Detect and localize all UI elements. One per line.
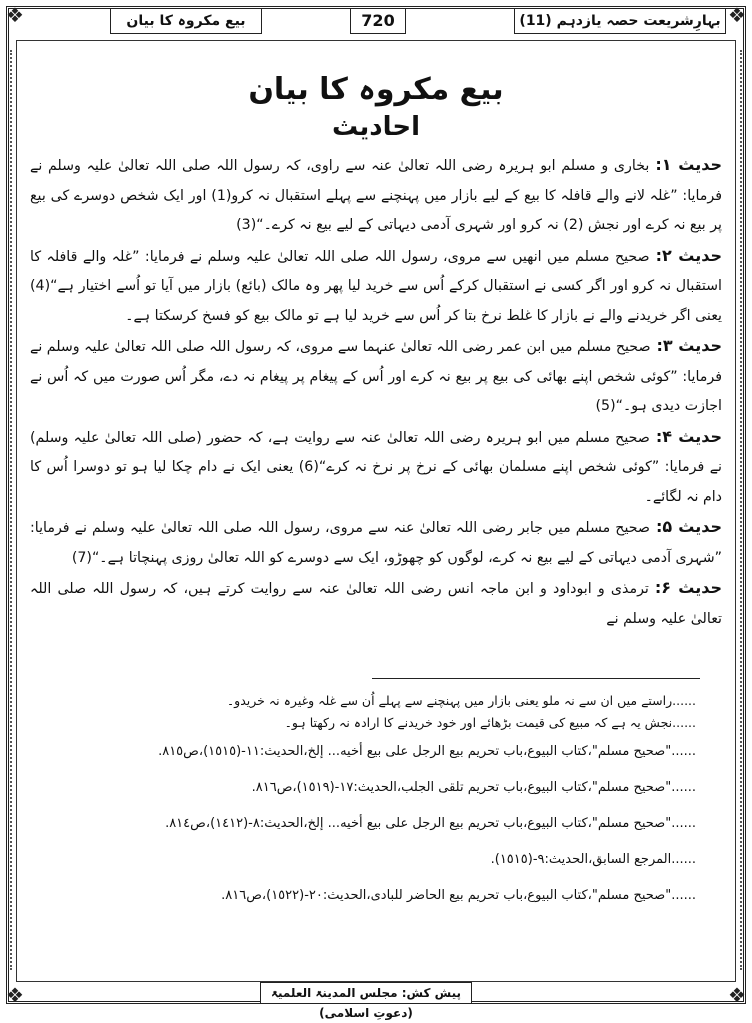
right-border-ornament [740, 50, 752, 970]
footer-publisher: مجلس المدینۃ العلمیۃ [270, 986, 398, 1000]
footnote-4: ......"صحیح مسلم"،کتاب البیوع،باب تحریم تلقی الجلب،الحدیث:١٧-(١٥١٩)،ص٨١٦. [251, 780, 696, 795]
note-1: ......راستے میں ان سے نہ ملو یعنی بازار میں پہنچنے سے پہلے اُن سے غلہ وغیرہ نہ خریدو۔ [226, 693, 696, 708]
hadith-text: صحیح مسلم میں ابو ہریرہ رضی اللہ تعالیٰ عنہ سے روایت ہے، کہ حضور (صلی اللہ تعالیٰ علیہ وسلم) نے فرمایا: ”کوئی شخص اپنے مسلمان بھائی کے نرخ پر نرخ نہ کرے“(6) یعنی ایک نے دام چکا لیا ہو تو دوسرا اُس کا دام نہ لگائے۔ [30, 429, 722, 505]
hadith-text: ترمذی و ابوداود و ابن ماجہ انس رضی اللہ تعالیٰ عنہ سے روایت کرتے ہیں، کہ رسول اللہ صلی اللہ تعالیٰ علیہ وسلم نے [30, 581, 722, 627]
hadith-paragraph-1 [30, 150, 722, 241]
corner-ornament-top-left: ❖ [6, 3, 24, 27]
footer-prefix: پیش کش: [401, 986, 462, 1000]
corner-ornament-bottom-right: ❖ [728, 983, 746, 1007]
footnote-3: ......"صحیح مسلم"،کتاب البیوع،باب تحریم بیع الرجل علی بیع أخیه... إلخ،الحدیث:١١-(١٥١٥)،ص٨١٥. [158, 744, 696, 759]
footnote-5: ......"صحیح مسلم"،کتاب البیوع،باب تحریم بیع الرجل علی بیع أخیه... إلخ،الحدیث:٨-(١٤١٢)،ص٨١٤. [165, 816, 696, 831]
hadith-paragraph-4 [30, 422, 722, 513]
footnotes-section [60, 690, 696, 914]
page-title: بیع مکروہ کا بیان [248, 72, 504, 107]
hadith-label: حدیث ۵: [655, 517, 722, 536]
hadith-paragraph-2 [30, 241, 722, 332]
hadith-label: حدیث ۶: [654, 578, 722, 597]
corner-ornament-top-right: ❖ [728, 3, 746, 27]
hadith-text: بخاری و مسلم ابو ہریرہ رضی اللہ تعالیٰ عنہ سے راوی، کہ رسول اللہ صلی اللہ تعالیٰ علیہ وسلم نے فرمایا: ”غلہ لانے والے قافلہ کا بیع کے لیے بازار میں پہنچنے سے پہلے استقبال نہ کرو(1) اور ایک شخص دوسرے کی بیع پر بیع نہ کرے اور نجش (2) نہ کرو اور شہری آدمی دیہاتی کے لیے بیع نہ کرے۔“(3) [30, 158, 722, 233]
footnote-6: ......المرجع السابق،الحدیث:٩-(١٥١٥). [490, 852, 696, 867]
publisher-footer [260, 982, 472, 1020]
hadith-label: حدیث ۳: [656, 336, 722, 355]
hadith-paragraph-6 [30, 573, 722, 634]
left-border-ornament [10, 50, 22, 970]
hadith-text: صحیح مسلم میں جابر رضی اللہ تعالیٰ عنہ سے مروی، رسول اللہ صلی اللہ تعالیٰ علیہ وسلم نے فرمایا: ”شہری آدمی دیہاتی کے لیے بیع نہ کرے، لوگوں کو چھوڑو، ایک سے دوسرے کو اللہ تعالیٰ روزی پہنچاتا ہے۔“(7) [30, 520, 722, 566]
page-number: 720 [350, 8, 406, 34]
hadith-paragraph-5 [30, 512, 722, 573]
chapter-title-header: بیع مکروہ کا بیان [110, 8, 262, 34]
hadith-paragraph-3 [30, 331, 722, 422]
hadith-label: حدیث ۴: [655, 426, 722, 446]
hadith-label: حدیث ۱: [655, 155, 722, 174]
hadith-body [30, 150, 722, 634]
footnote-7: ......"صحیح مسلم"،کتاب البیوع،باب تحریم بیع الحاضر للبادی،الحدیث:٢٠-(١٥٢٢)،ص٨١٦. [221, 888, 696, 903]
note-2: ......نجش یہ ہے کہ مبیع کی قیمت بڑھائے اور خود خریدنے کا ارادہ نہ رکھتا ہو۔ [284, 715, 696, 730]
footnote-divider [372, 678, 700, 679]
hadith-label: حدیث ۲: [655, 245, 722, 265]
section-subtitle: احادیث [331, 112, 421, 142]
hadith-text: صحیح مسلم میں ابن عمر رضی اللہ تعالیٰ عنہما سے مروی، کہ رسول اللہ صلی اللہ تعالیٰ علیہ وسلم نے فرمایا: ”کوئی شخص اپنے بھائی کی بیع پر بیع نہ کرے اور اُس کے پیغام پر پیغام نہ دے، مگر اُس صورت میں کہ اُس نے اجازت دیدی ہو۔“(5) [30, 339, 722, 414]
footer-suffix: (دعوتِ اسلامی) [319, 1006, 413, 1020]
corner-ornament-bottom-left: ❖ [6, 983, 24, 1007]
hadith-text: صحیح مسلم میں انھیں سے مروی، رسول اللہ صلی اللہ تعالیٰ علیہ وسلم نے فرمایا: ”غلہ والے قافلہ کا استقبال نہ کرو اور اگر کسی نے استقبال کرکے اُس سے خرید لیا پھر وہ مالک (بائع) بازار میں آیا تو اُسے اختیار ہے“(4) یعنی اگر خریدنے والے نے بازار کا غلط نرخ بتا کر اُس سے خرید لیا ہے تو مالک بیع کو فسخ کرسکتا ہے۔ [30, 248, 722, 324]
book-title-header: بہارِشریعت حصہ یازدہم (11) [514, 8, 726, 34]
